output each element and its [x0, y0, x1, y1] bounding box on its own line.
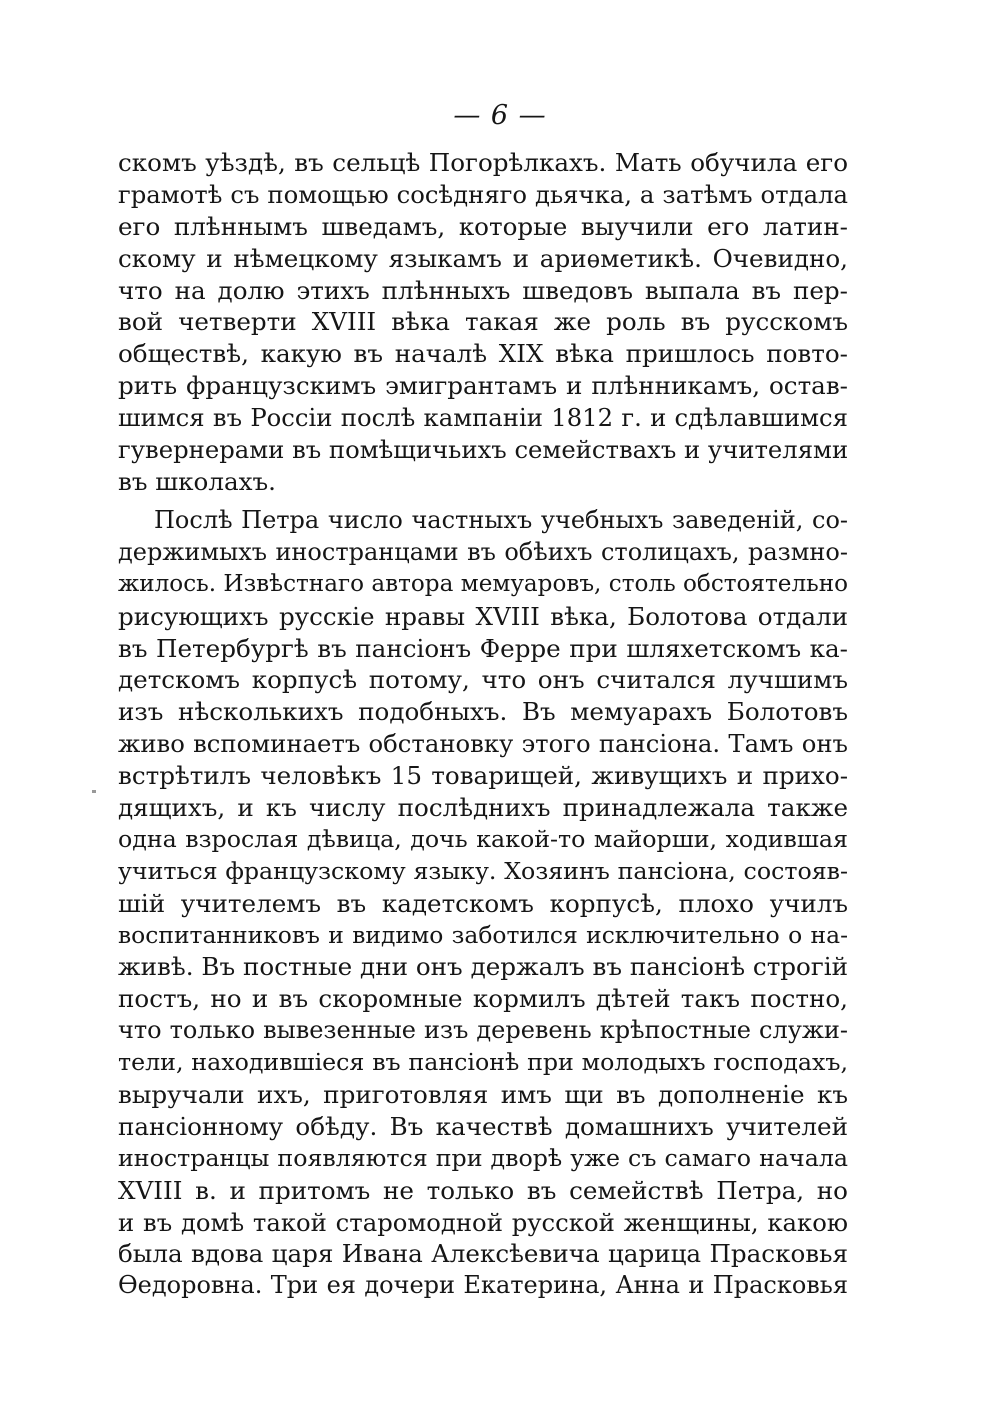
page-number: — 6 —	[453, 100, 547, 131]
text-line: учиться французскому языку. Хозяинъ пансіона, состояв-	[118, 856, 848, 885]
text-line: иностранцы появляются при дворѣ уже съ самаго начала	[118, 1143, 848, 1172]
text-line: воспитанниковъ и видимо заботился исключительно о на-	[118, 920, 848, 949]
text-line: изъ нѣсколькихъ подобныхъ. Въ мемуарахъ Болотовъ	[118, 697, 848, 727]
text-line: встрѣтилъ человѣкъ 15 товарищей, живущихъ и прихо-	[118, 761, 848, 791]
scan-speck	[92, 790, 96, 793]
text-line: пансіонному обѣду. Въ качествѣ домашнихъ учителей	[118, 1111, 848, 1141]
text-line: въ школахъ.	[118, 466, 276, 496]
text-line: его плѣннымъ шведамъ, которые выучили его латин-	[118, 211, 848, 241]
paragraph-1	[118, 147, 848, 498]
text-line: шимся въ Россіи послѣ кампаніи 1812 г. и сдѣлавшимся	[118, 403, 848, 433]
text-line: рить французскимъ эмигрантамъ и плѣнникамъ, остав-	[118, 371, 848, 401]
text-line: детскомъ корпусѣ потому, что онъ считался лучшимъ	[118, 665, 848, 695]
text-line: XVIII в. и притомъ не только въ семействѣ Петра, но	[118, 1175, 848, 1205]
text-line: Послѣ Петра число частныхъ учебныхъ заведеній, со-	[154, 506, 848, 534]
text-line: живо вспоминаетъ обстановку этого пансіона. Тамъ онъ	[118, 729, 848, 759]
text-line: выручали ихъ, приготовляя имъ щи въ дополненіе къ	[118, 1080, 848, 1110]
text-line: въ Петербургѣ въ пансіонъ Ферре при шляхетскомъ ка-	[118, 633, 848, 663]
text-line: рисующихъ русскіе нравы XVIII вѣка, Болотова отдали	[118, 601, 848, 631]
text-line: держимыхъ иностранцами въ обѣихъ столицахъ, размно-	[118, 537, 848, 566]
text-line: что на долю этихъ плѣнныхъ шведовъ выпала въ пер-	[118, 275, 848, 305]
text-line: грамотѣ съ помощью сосѣдняго дьячка, а затѣмъ отдала	[118, 179, 848, 209]
text-line: обществѣ, какую въ началѣ XIX вѣка пришлось повто-	[118, 339, 848, 369]
paragraph-2	[118, 505, 848, 1302]
text-line: живѣ. Въ постные дни онъ держалъ въ пансіонѣ строгій	[118, 952, 848, 982]
text-line: что только вывезенные изъ деревень крѣпостные служи-	[118, 1016, 848, 1045]
text-line: Ѳедоровна. Три ея дочери Екатерина, Анна и Прасковья	[118, 1271, 848, 1300]
text-line: постъ, но и въ скоромные кормилъ дѣтей такъ постно,	[118, 984, 848, 1014]
text-line: скомъ уѣздѣ, въ сельцѣ Погорѣлкахъ. Мать обучила его	[118, 148, 848, 177]
text-line: шій учителемъ въ кадетскомъ корпусѣ, плохо училъ	[118, 888, 848, 918]
text-line: гувернерами въ помѣщичьихъ семействахъ и учителями	[118, 435, 849, 465]
text-line: скому и нѣмецкому языкамъ и ариѳметикѣ. Очевидно,	[118, 243, 848, 273]
text-line: тели, находившіеся въ пансіонѣ при молодыхъ господахъ,	[118, 1048, 848, 1077]
text-line: жилось. Извѣстнаго автора мемуаровъ, столь обстоятельно	[118, 570, 848, 597]
text-line: вой четверти XVIII вѣка такая же роль въ русскомъ	[118, 307, 848, 337]
text-line: дящихъ, и къ числу послѣднихъ принадлежала также	[118, 793, 848, 823]
text-line: одна взрослая дѣвица, дочь какой-то майорши, ходившая	[118, 824, 848, 853]
text-line: и въ домѣ такой старомодной русской женщины, какою	[118, 1207, 848, 1237]
text-line: была вдова царя Ивана Алексѣевича царица Прасковья	[118, 1239, 848, 1269]
